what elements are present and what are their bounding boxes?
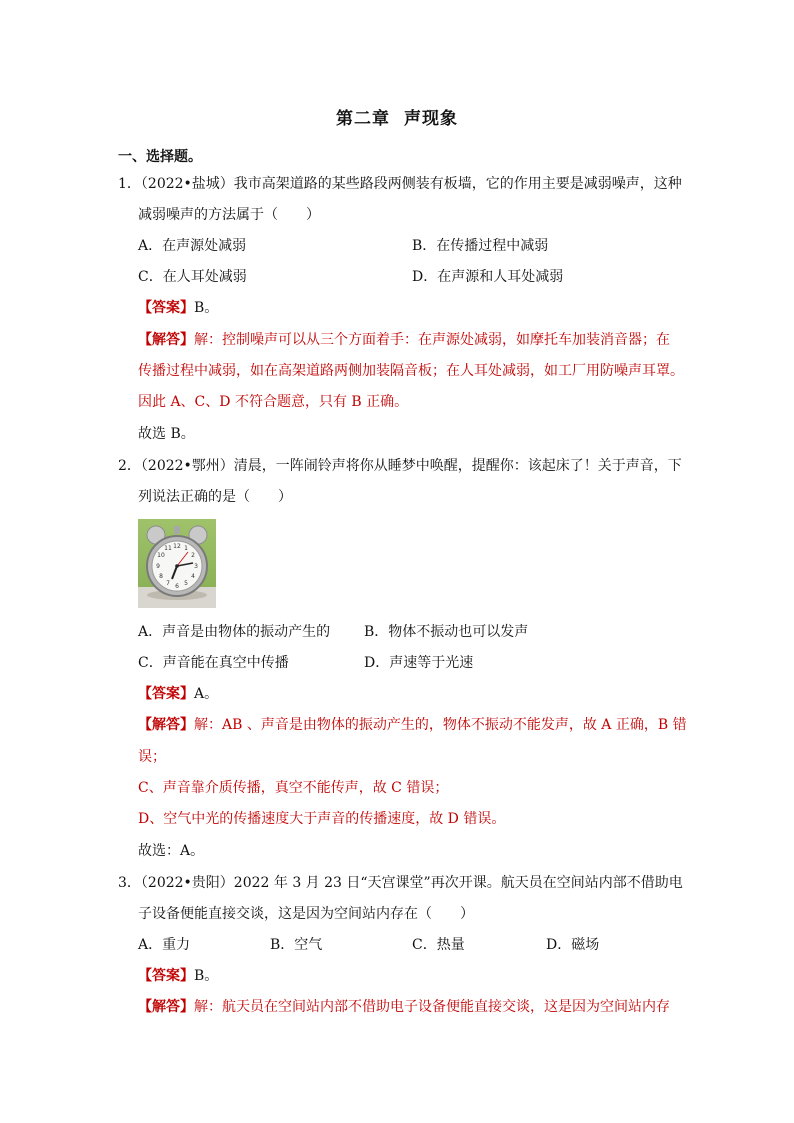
chapter-topic: 声现象	[404, 109, 458, 129]
svg-text:2: 2	[191, 552, 195, 559]
q2-option-d: D．声速等于光速	[364, 655, 474, 671]
q1-choose: 故选 B。	[138, 426, 195, 442]
q2-answer	[138, 684, 218, 704]
q2-stem-line2: 列说法正确的是（ ）	[138, 489, 292, 505]
analysis-label: 【解答】	[138, 717, 194, 733]
svg-text:5: 5	[184, 580, 188, 587]
svg-text:1: 1	[184, 545, 188, 552]
svg-text:11: 11	[164, 545, 172, 552]
q3-option-d: D．磁场	[546, 937, 600, 953]
analysis-text: 解：AB 、声音是由物体的振动产生的，物体不振动不能发声，故 A 正确，B 错	[194, 717, 687, 733]
svg-text:12: 12	[173, 543, 181, 550]
q1-option-c: C．在人耳处减弱	[138, 269, 247, 285]
section-heading: 一、选择题。	[118, 149, 202, 165]
analysis-label: 【解答】	[138, 332, 194, 348]
q2-analysis-line4: D、空气中光的传播速度大于声音的传播速度，故 D 错误。	[138, 811, 506, 827]
q1-answer	[138, 298, 218, 318]
q1-analysis-line3: 因此 A、C、D 不符合题意，只有 B 正确。	[138, 394, 409, 410]
answer-value: B。	[194, 300, 219, 316]
answer-label: 【答案】	[138, 300, 194, 316]
answer-value: A。	[194, 686, 219, 702]
svg-text:8: 8	[159, 573, 163, 580]
alarm-clock-icon	[138, 519, 216, 608]
q3-answer	[138, 966, 218, 986]
q2-option-b: B．物体不振动也可以发声	[364, 624, 529, 640]
q1-option-d: D．在声源和人耳处减弱	[412, 269, 564, 285]
q1-stem-line2: 减弱噪声的方法属于（ ）	[138, 207, 320, 223]
q3-option-a: A．重力	[138, 937, 191, 953]
q2-option-c: C．声音能在真空中传播	[138, 655, 289, 671]
q1-analysis-line1	[138, 330, 670, 350]
svg-text:4: 4	[191, 573, 195, 580]
analysis-text: 解：控制噪声可以从三个方面着手：在声源处减弱，如摩托车加装消音器；在	[194, 332, 670, 348]
q3-stem-line2: 子设备便能直接交谈，这是因为空间站内存在（ ）	[138, 906, 474, 922]
svg-text:6: 6	[175, 583, 179, 590]
q1-option-b: B．在传播过程中减弱	[412, 238, 549, 254]
analysis-text: 解：航天员在空间站内部不借助电子设备便能直接交谈，这是因为空间站内存	[194, 999, 670, 1015]
svg-text:3: 3	[194, 563, 198, 570]
q2-analysis-line2: 误；	[138, 749, 166, 765]
q1-analysis-line2: 传播过程中减弱，如在高架道路两侧加装隔音板；在人耳处减弱，如工厂用防噪声耳罩。	[138, 363, 684, 379]
q1-option-a: A．在声源处减弱	[138, 238, 247, 254]
q3-option-b: B．空气	[270, 937, 323, 953]
svg-text:10: 10	[157, 552, 165, 559]
q1-stem-line1: 1．（2022•盐城）我市高架道路的某些路段两侧装有板墙，它的作用主要是减弱噪声，这种	[118, 176, 682, 192]
q3-analysis-line1	[138, 997, 670, 1017]
q2-option-a: A．声音是由物体的振动产生的	[138, 624, 331, 640]
q3-option-c: C．热量	[412, 937, 465, 953]
answer-label: 【答案】	[138, 968, 194, 984]
q2-stem-line1: 2．（2022•鄂州）清晨，一阵闹铃声将你从睡梦中唤醒，提醒你：该起床了！关于声音，下	[118, 458, 682, 474]
svg-text:9: 9	[156, 563, 160, 570]
q2-analysis-line1	[138, 715, 687, 735]
q2-analysis-line3: C、声音靠介质传播，真空不能传声，故 C 错误；	[138, 780, 449, 796]
analysis-label: 【解答】	[138, 999, 194, 1015]
alarm-clock-image	[138, 519, 216, 608]
chapter-label: 第二章	[336, 109, 390, 129]
q2-choose: 故选：A。	[138, 843, 205, 859]
answer-label: 【答案】	[138, 686, 194, 702]
svg-text:7: 7	[166, 580, 170, 587]
q3-stem-line1: 3．（2022•贵阳）2022 年 3 月 23 日“天宫课堂”再次开课。航天员在空间站内部不借助电	[118, 875, 683, 891]
page-title	[0, 104, 794, 129]
answer-value: B。	[194, 968, 219, 984]
